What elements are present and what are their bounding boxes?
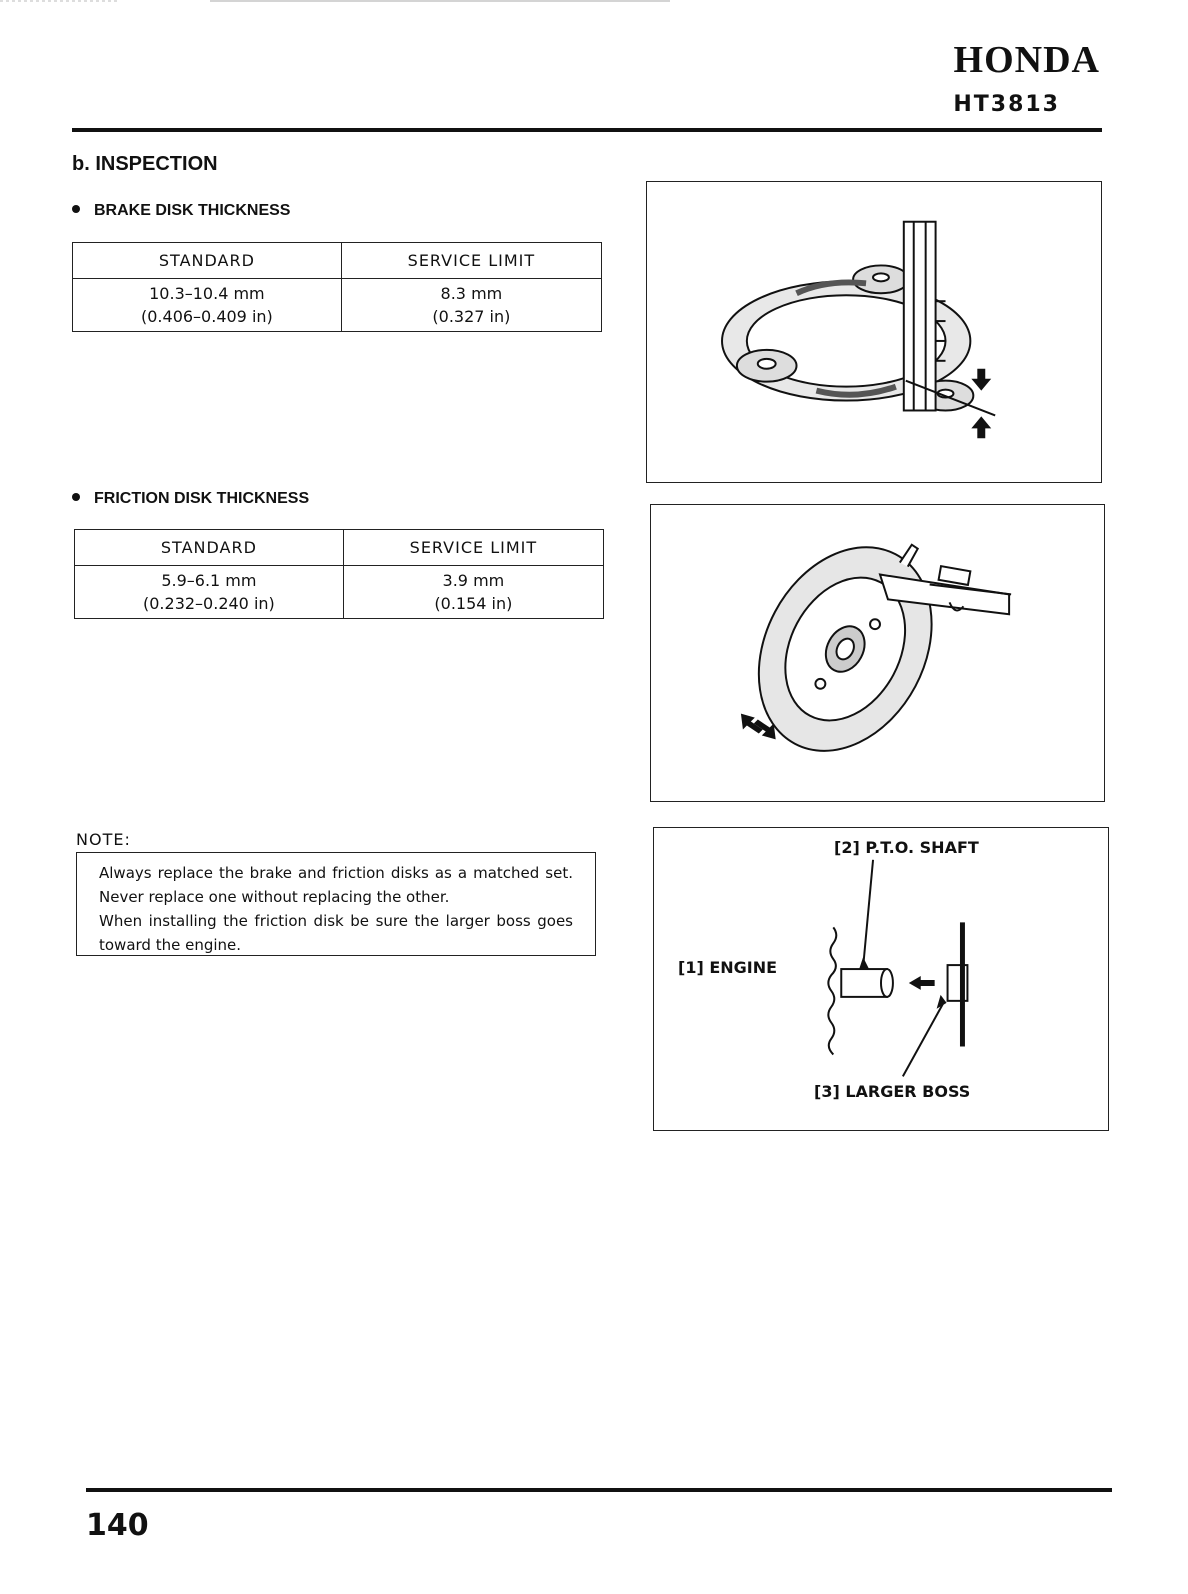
brand-logo: HONDA <box>953 39 1100 81</box>
column-header-service-limit: SERVICE LIMIT <box>341 243 601 279</box>
friction-disk-illustration <box>651 505 1104 801</box>
service-limit-value-cell <box>343 566 603 619</box>
section-heading: b. INSPECTION <box>72 153 218 175</box>
table-row <box>75 566 604 619</box>
pto-shaft-label: [2] P.T.O. SHAFT <box>834 838 979 857</box>
standard-value-cell <box>75 566 344 619</box>
brake-disk-title <box>72 202 290 220</box>
standard-mm: 10.3–10.4 mm <box>149 284 265 303</box>
standard-mm: 5.9–6.1 mm <box>161 571 257 590</box>
friction-disk-table <box>74 529 604 619</box>
limit-in: (0.154 in) <box>434 594 513 613</box>
standard-in: (0.406–0.409 in) <box>141 307 273 326</box>
header-rule <box>72 128 1102 132</box>
service-limit-value-cell <box>341 279 601 332</box>
model-number: HT3813 <box>953 92 1060 117</box>
brake-disk-illustration <box>647 182 1101 482</box>
note-label: NOTE: <box>76 830 131 849</box>
engine-label: [1] ENGINE <box>678 958 778 977</box>
table-header-row <box>73 243 602 279</box>
limit-mm: 8.3 mm <box>440 284 503 303</box>
brake-disk-table <box>72 242 602 332</box>
friction-disk-title <box>72 490 309 508</box>
brake-disk-figure <box>646 181 1102 483</box>
scan-artifact <box>0 0 680 4</box>
footer-rule <box>86 1488 1112 1492</box>
note-line-1: Always replace the brake and friction disks as a matched set. Never replace one without replacing the other. <box>99 864 573 906</box>
installation-figure <box>653 827 1109 1131</box>
column-header-standard: STANDARD <box>73 243 342 279</box>
bullet-icon <box>72 493 80 501</box>
limit-mm: 3.9 mm <box>442 571 505 590</box>
table-header-row <box>75 530 604 566</box>
column-header-standard: STANDARD <box>75 530 344 566</box>
table-row <box>73 279 602 332</box>
friction-disk-title-text: FRICTION DISK THICKNESS <box>94 490 310 507</box>
column-header-service-limit: SERVICE LIMIT <box>343 530 603 566</box>
note-box <box>76 852 596 956</box>
larger-boss-label: [3] LARGER BOSS <box>814 1082 971 1101</box>
bullet-icon <box>72 205 80 213</box>
note-line-2: When installing the friction disk be sure the larger boss goes toward the engine. <box>99 912 573 954</box>
page-number: 140 <box>86 1508 149 1543</box>
limit-in: (0.327 in) <box>432 307 511 326</box>
standard-in: (0.232–0.240 in) <box>143 594 275 613</box>
friction-disk-figure <box>650 504 1105 802</box>
standard-value-cell <box>73 279 342 332</box>
brake-disk-title-text: BRAKE DISK THICKNESS <box>94 202 291 219</box>
